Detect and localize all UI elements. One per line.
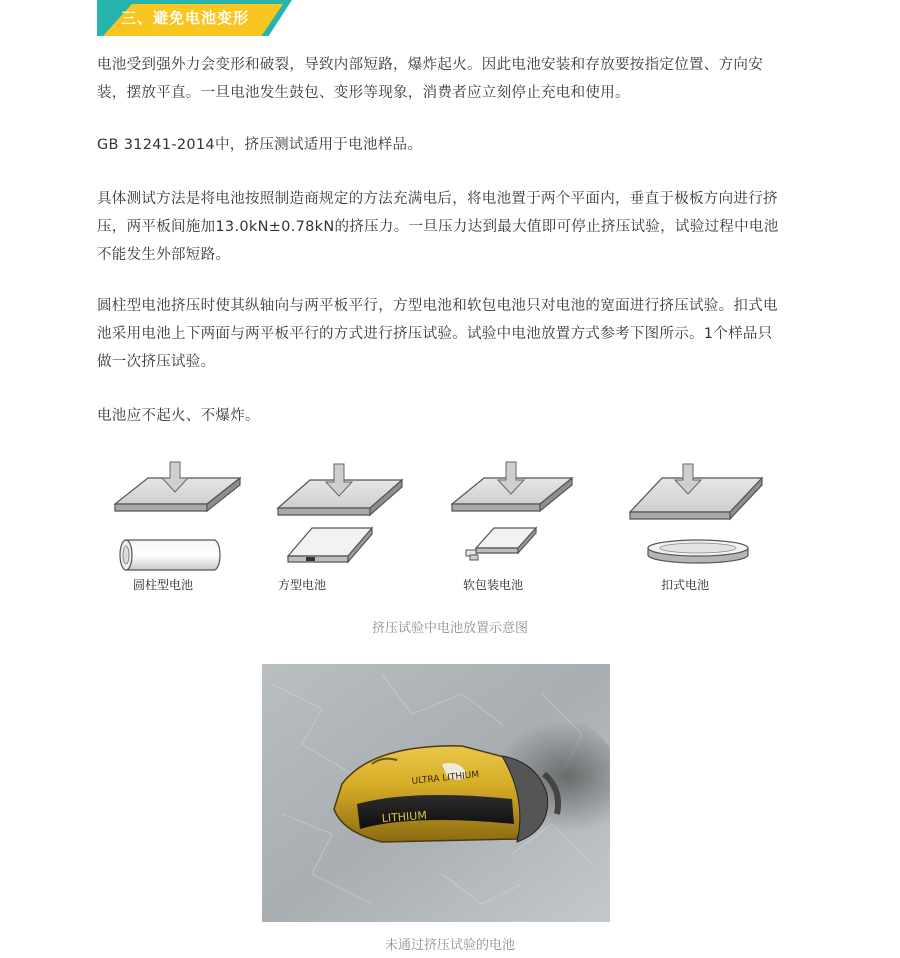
pouch-battery-icon xyxy=(466,528,536,560)
diagram-pouch-group xyxy=(452,462,572,560)
paragraph-standard: GB 31241-2014中，挤压测试适用于电池样品。 xyxy=(97,137,423,153)
crush-test-diagram xyxy=(100,456,780,606)
prismatic-battery-icon xyxy=(288,528,372,562)
paragraph-requirement: 电池应不起火、不爆炸。 xyxy=(97,408,260,424)
battery-label-text-2: ULTRA LITHIUM xyxy=(411,769,480,787)
paragraph-placement: 圆柱型电池挤压时使其纵轴向与两平板平行，方型电池和软包电池只对电池的宽面进行挤压试验。扣式电池采用电池上下两面与两平板平行的方式进行挤压试验。试验中电池放置方式参考下图所示。1个样品只做一次挤压试验。 xyxy=(97,298,778,370)
label-cylinder: 圆柱型电池 xyxy=(132,578,194,592)
section-title: 三、避免电池变形 xyxy=(121,9,250,27)
diagram-prismatic-group xyxy=(278,464,402,562)
label-coin: 扣式电池 xyxy=(660,578,710,592)
label-pouch: 软包装电池 xyxy=(462,578,524,592)
battery-label-text: LITHIUM xyxy=(381,808,428,825)
label-prismatic: 方型电池 xyxy=(277,578,327,592)
diagram-coin-group xyxy=(630,464,762,563)
paragraph-intro: 电池受到强外力会变形和破裂，导致内部短路，爆炸起火。因此电池安装和存放要按指定位置、方向安装，摆放平直。一旦电池发生鼓包、变形等现象，消费者应立刻停止充电和使用。 xyxy=(97,57,763,101)
photo-caption: 未通过挤压试验的电池 xyxy=(384,938,515,953)
diagram-caption: 挤压试验中电池放置示意图 xyxy=(371,621,528,636)
section-header xyxy=(97,0,292,36)
coin-battery-icon xyxy=(648,540,748,563)
cylinder-battery-icon xyxy=(120,540,220,570)
diagram-cylinder-group xyxy=(115,462,240,570)
damaged-battery-photo xyxy=(262,664,610,922)
paragraph-method: 具体测试方法是将电池按照制造商规定的方法充满电后，将电池置于两个平面内，垂直于极板方向进行挤压，两平板间施加13.0kN±0.78kN的挤压力。一旦压力达到最大值即可停止挤压试验，试验过程中电池不能发生外部短路。 xyxy=(97,191,779,263)
